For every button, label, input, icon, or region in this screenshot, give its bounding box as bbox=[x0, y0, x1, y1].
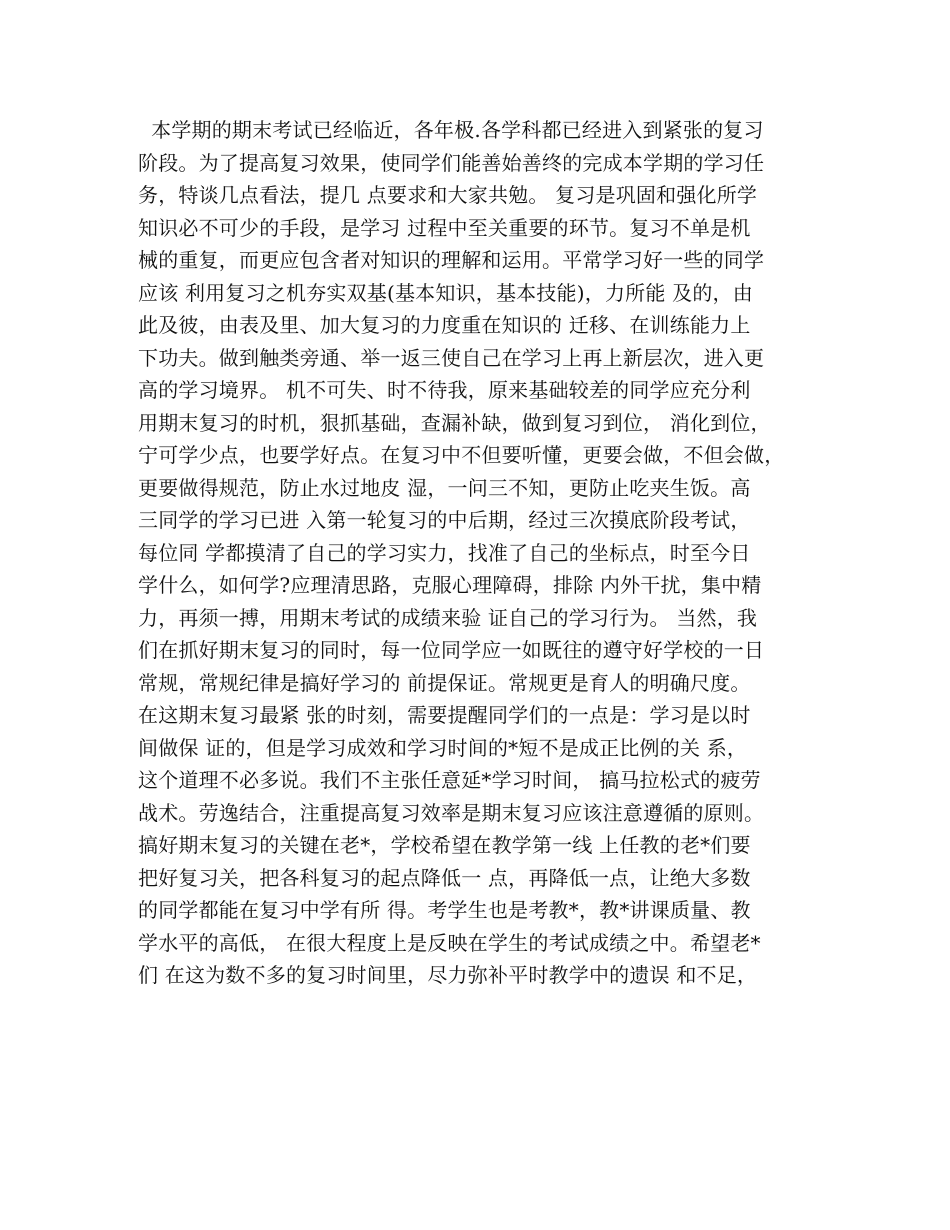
text-line: 应该 利用复习之机夯实双基(基本知识，基本技能)，力所能 及的，由 bbox=[138, 280, 753, 305]
text-line: 下功夫。做到触类旁通、举一返三使自己在学习上再上新层次，进入更 bbox=[138, 345, 765, 370]
text-line: 知识必不可少的手段，是学习 过程中至关重要的环节。复习不单是机 bbox=[138, 215, 751, 240]
text-line: 更要做得规范，防止水过地皮 湿，一问三不知，更防止吃夹生饭。高 bbox=[138, 475, 751, 500]
text-line: 这个道理不必多说。我们不主张任意延*学习时间， 搞马拉松式的疲劳 bbox=[138, 768, 761, 792]
text-line: 宁可学少点，也要学好点。在复习中不但要听懂，更要会做，不但会做， bbox=[138, 443, 785, 467]
text-line: 把好复习关，把各科复习的起点降低一 点，再降低一点，让绝大多数 bbox=[138, 865, 751, 890]
text-line: 用期末复习的时机，狠抓基础，查漏补缺，做到复习到位， 消化到位， bbox=[138, 410, 771, 435]
text-line: 务，特谈几点看法，提几 点要求和大家共勉。 复习是巩固和强化所学 bbox=[138, 183, 758, 207]
text-line: 们 在这为数不多的复习时间里，尽力弥补平时教学中的遗误 和不足， bbox=[138, 963, 758, 987]
text-line: 学水平的高低， 在很大程度上是反映在学生的考试成绩之中。希望老* bbox=[138, 930, 761, 955]
text-line: 的同学都能在复习中学有所 得。考学生也是考教*，教*讲课质量、教 bbox=[138, 898, 751, 922]
text-line: 每位同 学都摸清了自己的学习实力，找准了自己的坐标点，时至今日 bbox=[138, 540, 751, 565]
text-line: 战术。劳逸结合，注重提高复习效率是期末复习应该注意遵循的原则。 bbox=[138, 800, 765, 825]
text-line: 此及彼，由表及里、加大复习的力度重在知识的 迁移、在训练能力上 bbox=[138, 313, 751, 337]
text-line: 高的学习境界。 机不可失、时不待我，原来基础较差的同学应充分利 bbox=[138, 378, 751, 402]
text-line: 常规，常规纪律是搞好学习的 前提保证。常规更是育人的明确尺度。 bbox=[138, 670, 751, 695]
text-line: 械的重复，而更应包含者对知识的理解和运用。平常学习好一些的同学 bbox=[138, 248, 765, 272]
text-line: 搞好期末复习的关键在老*，学校希望在教学第一线 上任教的老*们要 bbox=[138, 833, 751, 857]
body-text bbox=[138, 114, 838, 992]
text-line: 本学期的期末考试已经临近，各年极.各学科都已经进入到紧张的复习 bbox=[138, 118, 764, 142]
text-line: 三同学的学习已进 入第一轮复习的中后期，经过三次摸底阶段考试， bbox=[138, 508, 751, 532]
text-line: 间做保 证的，但是学习成效和学习时间的*短不是成正比例的关 系， bbox=[138, 735, 748, 760]
text-line: 在这期末复习最紧 张的时刻，需要提醒同学们的一点是：学习是以时 bbox=[138, 703, 751, 727]
text-line: 们在抓好期末复习的同时，每一位同学应一如既往的遵守好学校的一日 bbox=[138, 638, 765, 662]
text-line: 力，再须一搏，用期末考试的成绩来验 证自己的学习行为。 当然，我 bbox=[138, 605, 758, 630]
text-line: 阶段。为了提高复习效果，使同学们能善始善终的完成本学期的学习任 bbox=[138, 150, 765, 175]
text-line: 学什么，如何学?应理清思路，克服心理障碍，排除 内外干扰，集中精 bbox=[138, 573, 762, 597]
